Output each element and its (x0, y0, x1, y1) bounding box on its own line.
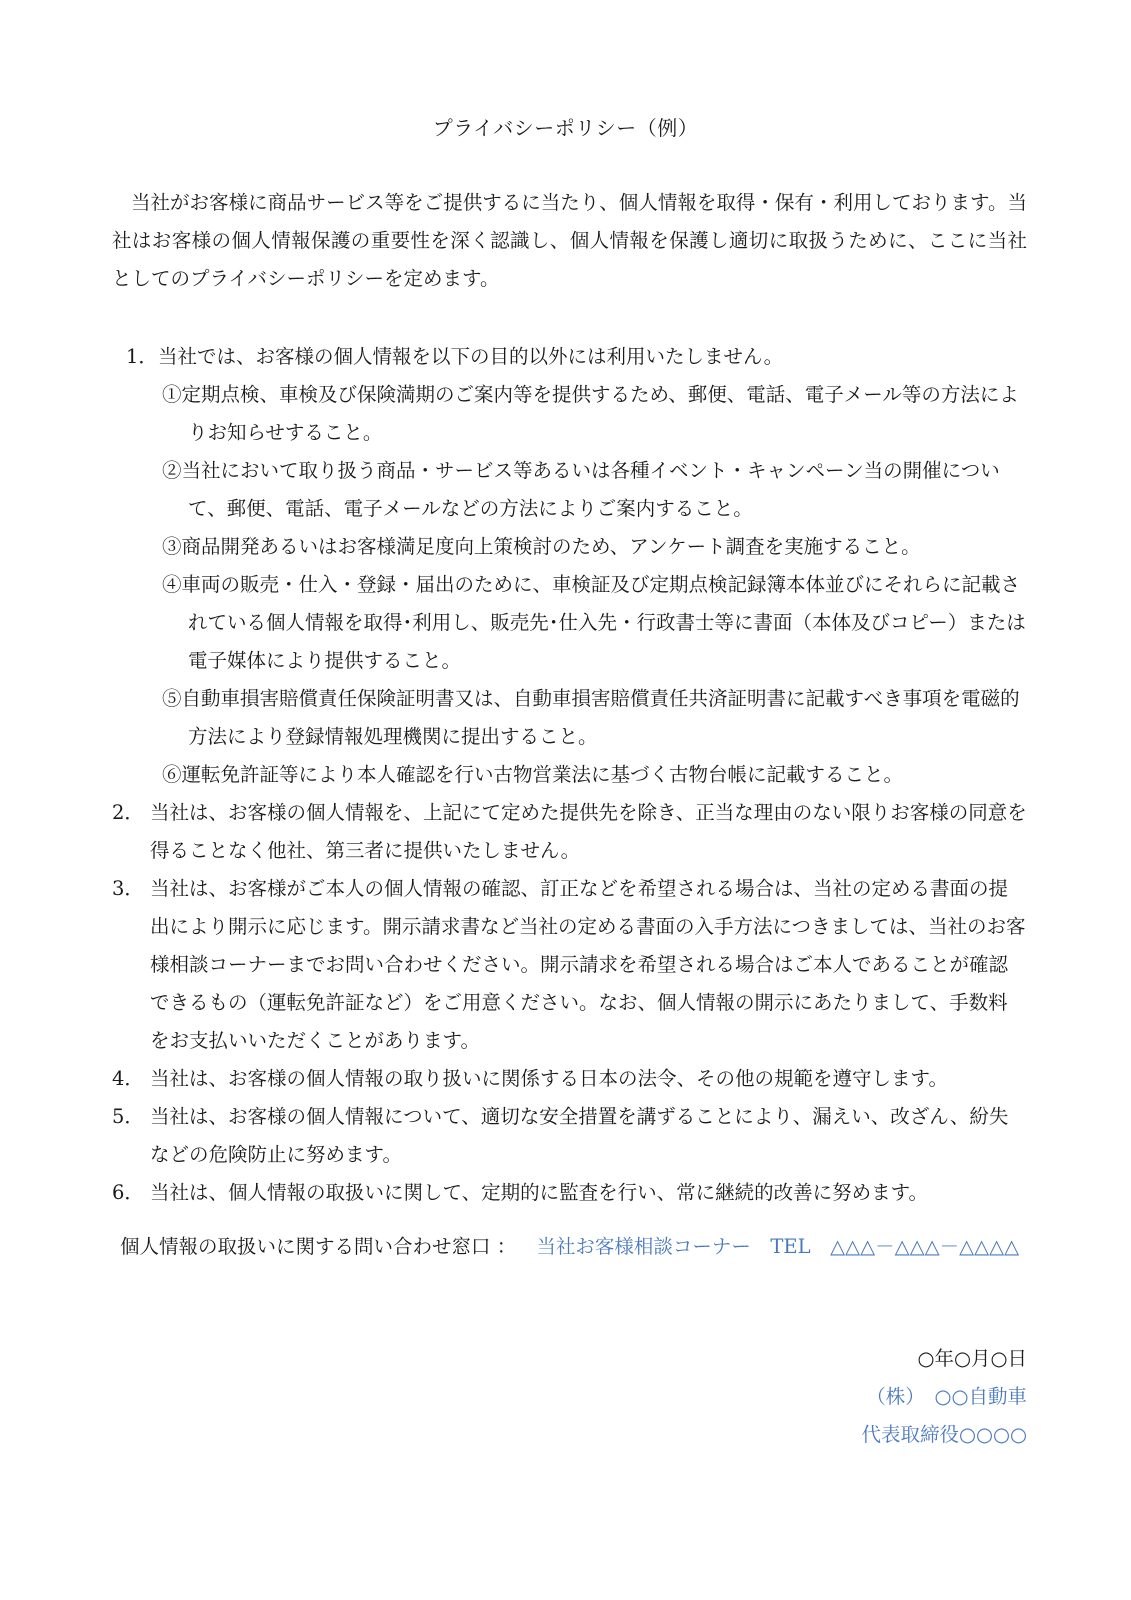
purpose-item (112, 680, 1027, 756)
purpose-text: 自動車損害賠償責任保険証明書又は、自動車損害賠償責任共済証明書に記載すべき事項を電磁的方法により登録情報処理機関に提出すること。 (181, 687, 1020, 748)
purpose-mark: ④ (162, 573, 182, 596)
list-item (112, 1174, 1027, 1212)
contact-value: 当社お客様相談コーナー TEL △△△－△△△－△△△△ (536, 1235, 1020, 1258)
purpose-text: 定期点検、車検及び保険満期のご案内等を提供するため、郵便、電話、電子メール等の方法によりお知らせすること。 (181, 383, 1019, 444)
item-number: 2． (112, 801, 144, 824)
item-text: 当社は、お客様がご本人の個人情報の確認、訂正などを希望される場合は、当社の定める書面の提出により開示に応じます。開示請求書など当社の定める書面の入手方法につきましては、当社のお客様相談コーナーまでお問い合わせください。開示請求を希望される場合はご本人であることが確認できるもの（運転免許証など）をご用意ください。なお、個人情報の開示にあたりまして、手数料をお支払いいただくことがあります。 (150, 877, 1026, 1052)
list-item (112, 870, 1027, 1060)
item-number: 4． (112, 1067, 144, 1090)
signature-company: （株） ○○自動車 (866, 1385, 1027, 1408)
signature-representative: 代表取締役○○○○ (861, 1423, 1027, 1446)
item-text: 当社では、お客様の個人情報を以下の目的以外には利用いたしません。 (158, 345, 784, 368)
purpose-item (112, 566, 1027, 680)
purpose-mark: ⑥ (162, 763, 182, 786)
purpose-mark: ⑤ (162, 687, 182, 710)
signature-date: ○年○月○日 (917, 1347, 1027, 1370)
item-number: 3． (112, 877, 144, 900)
item-text: 当社は、お客様の個人情報を、上記にて定めた提供先を除き、正当な理由のない限りお客様の同意を得ることなく他社、第三者に提供いたしません。 (150, 801, 1027, 862)
contact-line (112, 1228, 1027, 1266)
purpose-item (112, 452, 1027, 528)
purpose-text: 運転免許証等により本人確認を行い古物営業法に基づく古物台帳に記載すること。 (181, 763, 904, 786)
list-item (112, 1098, 1027, 1174)
purpose-item (112, 756, 1027, 794)
item-text: 当社は、個人情報の取扱いに関して、定期的に監査を行い、常に継続的改善に努めます。 (150, 1181, 929, 1204)
purpose-mark: ① (162, 383, 182, 406)
item-number: 6． (112, 1181, 144, 1204)
purpose-mark: ② (162, 459, 182, 482)
item-number: 1． (126, 345, 158, 368)
contact-label: 個人情報の取扱いに関する問い合わせ窓口 ： (120, 1235, 517, 1258)
item-text: 当社は、お客様の個人情報について、適切な安全措置を講ずることにより、漏えい、改ざん、紛失などの危険防止に努めます。 (150, 1105, 1009, 1166)
purpose-item (112, 376, 1027, 452)
purpose-text: 商品開発あるいはお客様満足度向上策検討のため、アンケート調査を実施すること。 (181, 535, 921, 558)
purpose-item (112, 528, 1027, 566)
purpose-text: 当社において取り扱う商品・サービス等あるいは各種イベント・キャンペーン当の開催について、郵便、電話、電子メールなどの方法によりご案内すること。 (181, 459, 1000, 520)
list-item (112, 338, 1027, 376)
policy-list (112, 338, 1027, 1212)
intro-paragraph (112, 184, 1027, 298)
purpose-text: 車両の販売・仕入・登録・届出のために、車検証及び定期点検記録簿本体並びにそれらに記載されている個人情報を取得･利用し、販売先･仕入先・行政書士等に書面（本体及びコピー）または電子媒体により提供すること。 (181, 573, 1026, 672)
item-text: 当社は、お客様の個人情報の取り扱いに関係する日本の法令、その他の規範を遵守します。 (150, 1067, 948, 1090)
list-item (112, 794, 1027, 870)
purpose-mark: ③ (162, 535, 182, 558)
intro-text: 当社がお客様に商品サービス等をご提供するに当たり、個人情報を取得・保有・利用しております。当社はお客様の個人情報保護の重要性を深く認識し、個人情報を保護し適切に取扱うために、ここに当社としてのプライバシーポリシーを定めます。 (112, 191, 1027, 290)
page-title: プライバシーポリシー（例） (432, 116, 699, 140)
item-number: 5． (112, 1105, 144, 1128)
list-item (112, 1060, 1027, 1098)
